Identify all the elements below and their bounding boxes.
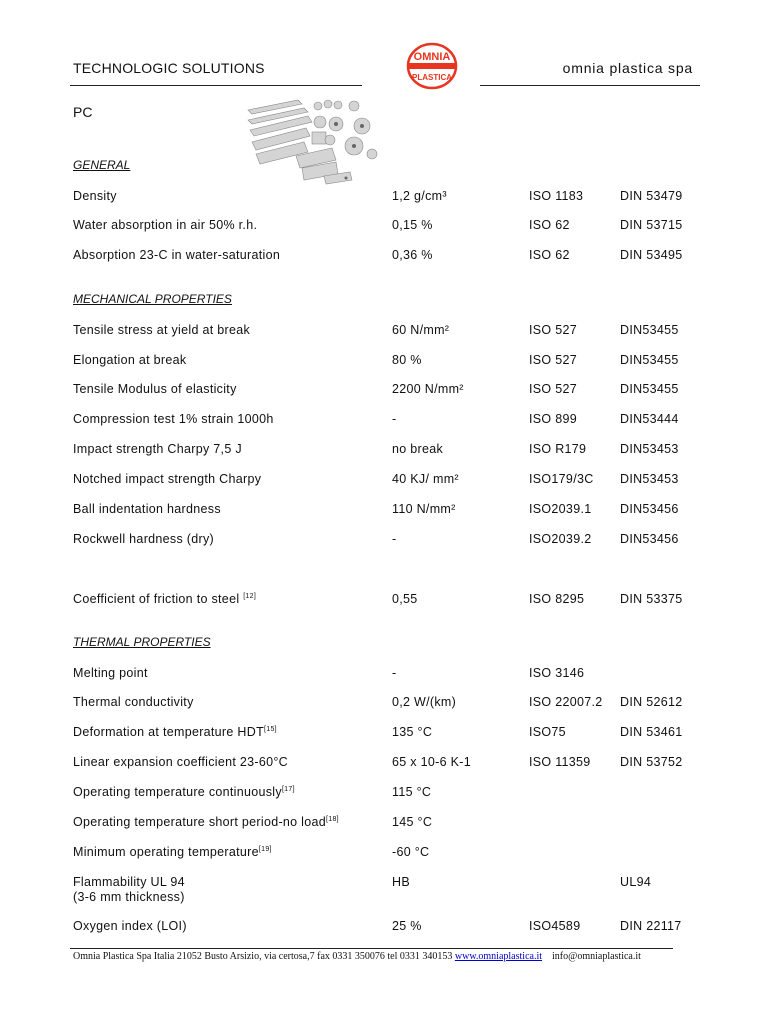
property-value: 60 N/mm² bbox=[392, 323, 450, 337]
footer bbox=[73, 951, 641, 962]
property-name bbox=[73, 592, 256, 606]
iso-standard: ISO 8295 bbox=[529, 592, 585, 606]
footnote-ref: [18] bbox=[326, 815, 339, 823]
property-name: Tensile Modulus of elasticity bbox=[73, 382, 237, 396]
din-standard: DIN 22117 bbox=[620, 919, 682, 933]
property-value: 0,2 W/(km) bbox=[392, 695, 457, 709]
footer-email[interactable]: info@omniaplastica.it bbox=[552, 951, 641, 962]
header-right-title: omnia plastica spa bbox=[562, 60, 693, 76]
property-name: Impact strength Charpy 7,5 J bbox=[73, 442, 242, 456]
footnote-ref: [15] bbox=[264, 725, 277, 733]
property-value: 25 % bbox=[392, 919, 422, 933]
property-value: 145 °C bbox=[392, 815, 433, 829]
header-divider-left bbox=[70, 85, 362, 86]
property-text: Operating temperature continuously bbox=[73, 785, 282, 799]
iso-standard: ISO75 bbox=[529, 725, 566, 739]
property-value: HB bbox=[392, 875, 410, 889]
property-name: Absorption 23-C in water-saturation bbox=[73, 248, 281, 262]
iso-standard: ISO 22007.2 bbox=[529, 695, 603, 709]
logo-text-bottom: PLASTICA bbox=[412, 73, 452, 82]
iso-standard: ISO 62 bbox=[529, 218, 570, 232]
section-general-title: GENERAL bbox=[73, 158, 131, 172]
property-text: Coefficient of friction to steel bbox=[73, 592, 240, 606]
property-name bbox=[73, 845, 272, 859]
property-name: Compression test 1% strain 1000h bbox=[73, 412, 274, 426]
din-standard: DIN 53752 bbox=[620, 755, 683, 769]
din-standard: DIN53455 bbox=[620, 382, 679, 396]
property-value: 135 °C bbox=[392, 725, 433, 739]
footer-address: Omnia Plastica Spa Italia 21052 Busto Arsizio, via certosa,7 fax 0331 350076 tel 0331 340153 bbox=[73, 951, 453, 962]
property-name-line2: (3-6 mm thickness) bbox=[73, 890, 185, 904]
property-value: 80 % bbox=[392, 353, 422, 367]
iso-standard: ISO4589 bbox=[529, 919, 581, 933]
din-standard: DIN53455 bbox=[620, 353, 679, 367]
property-value: -60 °C bbox=[392, 845, 430, 859]
din-standard: DIN53455 bbox=[620, 323, 679, 337]
property-name: Notched impact strength Charpy bbox=[73, 472, 262, 486]
iso-standard: ISO 1183 bbox=[529, 189, 584, 203]
omnia-plastica-logo bbox=[406, 42, 458, 90]
iso-standard: ISO 3146 bbox=[529, 666, 585, 680]
din-standard: DIN 53375 bbox=[620, 592, 683, 606]
property-value: 65 x 10-6 K-1 bbox=[392, 755, 471, 769]
property-name: Melting point bbox=[73, 666, 148, 680]
property-value: - bbox=[392, 412, 397, 426]
din-standard: DIN 53461 bbox=[620, 725, 683, 739]
property-name: Density bbox=[73, 189, 117, 203]
property-value: - bbox=[392, 666, 397, 680]
din-standard: DIN53453 bbox=[620, 442, 679, 456]
material-name: PC bbox=[73, 104, 93, 120]
din-standard: DIN 53479 bbox=[620, 189, 683, 203]
property-name: Rockwell hardness (dry) bbox=[73, 532, 214, 546]
section-mechanical-title: MECHANICAL PROPERTIES bbox=[73, 292, 232, 306]
iso-standard: ISO R179 bbox=[529, 442, 587, 456]
logo-text-top: OMNIA bbox=[413, 51, 451, 63]
product-illustration bbox=[246, 96, 380, 192]
din-standard: DIN 53715 bbox=[620, 218, 683, 232]
footnote-ref: [12] bbox=[243, 592, 257, 600]
iso-standard: ISO2039.2 bbox=[529, 532, 592, 546]
property-value: 1,2 g/cm³ bbox=[392, 189, 447, 203]
property-name: Water absorption in air 50% r.h. bbox=[73, 218, 258, 232]
footer-divider bbox=[70, 948, 673, 949]
property-name: Thermal conductivity bbox=[73, 695, 194, 709]
din-standard: DIN53444 bbox=[620, 412, 679, 426]
property-value: 0,15 % bbox=[392, 218, 433, 232]
property-name: Flammability UL 94 bbox=[73, 875, 185, 889]
property-value: 0,36 % bbox=[392, 248, 433, 262]
property-value: 115 °C bbox=[392, 785, 432, 799]
property-value: 0,55 bbox=[392, 592, 418, 606]
iso-standard: ISO2039.1 bbox=[529, 502, 592, 516]
din-standard: DIN 52612 bbox=[620, 695, 683, 709]
iso-standard: ISO 899 bbox=[529, 412, 577, 426]
property-value: no break bbox=[392, 442, 444, 456]
header-left-title: TECHNOLOGIC SOLUTIONS bbox=[73, 60, 265, 76]
footer-website-link[interactable]: www.omniaplastica.it bbox=[454, 951, 542, 962]
footnote-ref: [19] bbox=[258, 845, 272, 853]
iso-standard: ISO 11359 bbox=[529, 755, 591, 769]
property-name: Oxygen index (LOI) bbox=[73, 919, 187, 933]
property-name: Linear expansion coefficient 23-60°C bbox=[73, 755, 289, 769]
iso-standard: ISO179/3C bbox=[529, 472, 594, 486]
property-name: Tensile stress at yield at break bbox=[73, 323, 251, 337]
property-text: Deformation at temperature HDT bbox=[73, 725, 265, 739]
din-standard: DIN 53495 bbox=[620, 248, 683, 262]
property-value: 2200 N/mm² bbox=[392, 382, 464, 396]
din-standard: DIN53456 bbox=[620, 502, 679, 516]
property-text: Minimum operating temperature bbox=[73, 845, 259, 859]
header-divider-right bbox=[480, 85, 700, 86]
property-value: 40 KJ/ mm² bbox=[392, 472, 459, 486]
din-standard: DIN53456 bbox=[620, 532, 679, 546]
property-text: Operating temperature short period-no load bbox=[73, 815, 327, 829]
property-name: Ball indentation hardness bbox=[73, 502, 221, 516]
din-standard: UL94 bbox=[620, 875, 652, 889]
property-name bbox=[73, 815, 339, 829]
iso-standard: ISO 527 bbox=[529, 323, 577, 337]
footnote-ref: [17] bbox=[281, 785, 295, 793]
section-thermal-title: THERMAL PROPERTIES bbox=[73, 635, 211, 649]
property-value: 110 N/mm² bbox=[392, 502, 456, 516]
iso-standard: ISO 527 bbox=[529, 353, 577, 367]
property-value: - bbox=[392, 532, 397, 546]
iso-standard: ISO 62 bbox=[529, 248, 570, 262]
property-name: Elongation at break bbox=[73, 353, 187, 367]
property-name bbox=[73, 785, 295, 799]
iso-standard: ISO 527 bbox=[529, 382, 577, 396]
property-name bbox=[73, 725, 277, 739]
din-standard: DIN53453 bbox=[620, 472, 679, 486]
